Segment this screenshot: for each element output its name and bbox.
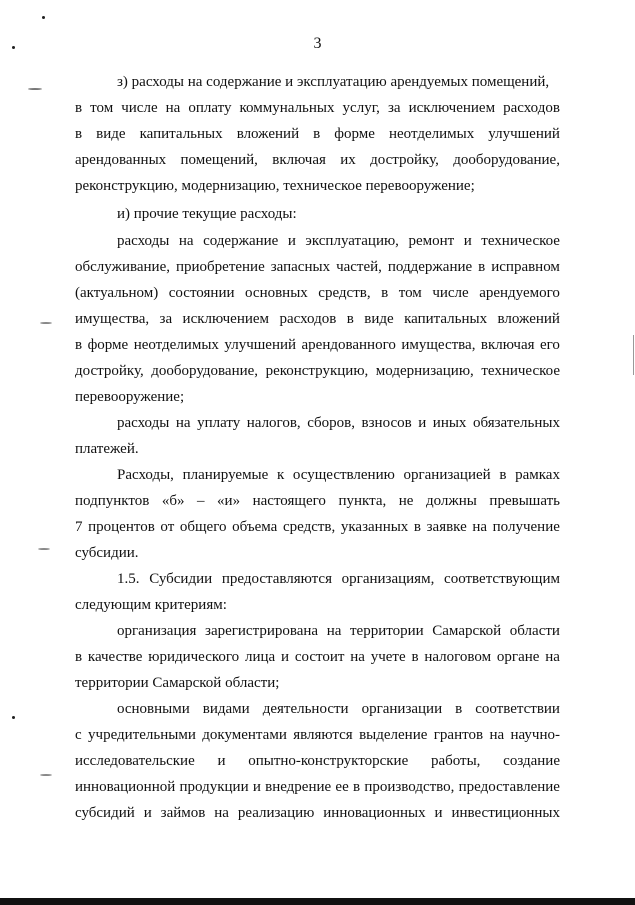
text-line: расходы на уплату налогов, сборов, взносов и иных обязательных bbox=[117, 415, 560, 431]
text-line: в качестве юридического лица и состоит на учете в налоговом органе на bbox=[75, 649, 560, 665]
text-line: основными видами деятельности организации в соответствии bbox=[117, 701, 560, 717]
text-line: с учредительными документами являются выделение грантов на научно- bbox=[75, 727, 560, 743]
scan-speck bbox=[28, 88, 42, 90]
text-line: (актуальном) состоянии основных средств, в том числе арендуемого bbox=[75, 285, 560, 301]
text-line: следующим критериям: bbox=[75, 597, 227, 613]
text-line: расходы на содержание и эксплуатацию, ремонт и техническое bbox=[117, 233, 560, 249]
text-line: 7 процентов от общего объема средств, указанных в заявке на получение bbox=[75, 519, 560, 535]
text-line: з) расходы на содержание и эксплуатацию арендуемых помещений, bbox=[117, 74, 550, 90]
text-line: и) прочие текущие расходы: bbox=[117, 206, 297, 222]
text-line: перевооружение; bbox=[75, 389, 185, 405]
scan-edge-line bbox=[633, 335, 634, 375]
text-line: реконструкцию, модернизацию, техническое перевооружение; bbox=[75, 178, 475, 194]
text-line: исследовательские и опытно-конструкторские работы, создание bbox=[75, 753, 560, 769]
text-line: инновационной продукции и внедрение ее в производство, предоставление bbox=[75, 779, 560, 795]
text-line: подпунктов «б» – «и» настоящего пункта, не должны превышать bbox=[75, 493, 560, 509]
text-line: обслуживание, приобретение запасных частей, поддержание в исправном bbox=[75, 259, 560, 275]
text-line: субсидий и займов на реализацию инновационных и инвестиционных bbox=[75, 805, 560, 821]
text-line: субсидии. bbox=[75, 545, 139, 561]
text-line: территории Самарской области; bbox=[75, 675, 280, 691]
text-line: Расходы, планируемые к осуществлению организацией в рамках bbox=[117, 467, 560, 483]
text-line: арендованных помещений, включая их достройку, дооборудование, bbox=[75, 152, 560, 168]
scan-speck bbox=[40, 322, 52, 324]
scan-speck bbox=[42, 16, 45, 19]
scan-speck bbox=[40, 774, 52, 776]
text-line: организация зарегистрирована на территории Самарской области bbox=[117, 623, 560, 639]
text-line: в том числе на оплату коммунальных услуг, за исключением расходов bbox=[75, 100, 560, 116]
text-line: в виде капитальных вложений в форме неотделимых улучшений bbox=[75, 126, 560, 142]
scan-speck bbox=[12, 46, 15, 49]
scan-speck bbox=[12, 716, 15, 719]
page-number: 3 bbox=[313, 35, 322, 52]
text-line: платежей. bbox=[75, 441, 139, 457]
bottom-scan-border bbox=[0, 898, 635, 905]
text-line: достройку, дооборудование, реконструкцию, модернизацию, техническое bbox=[75, 363, 560, 379]
text-line: в форме неотделимых улучшений арендованного имущества, включая его bbox=[75, 337, 560, 353]
scan-speck bbox=[38, 548, 50, 550]
text-line: имущества, за исключением расходов в виде капитальных вложений bbox=[75, 311, 560, 327]
text-line: 1.5. Субсидии предоставляются организациям, соответствующим bbox=[117, 571, 560, 587]
